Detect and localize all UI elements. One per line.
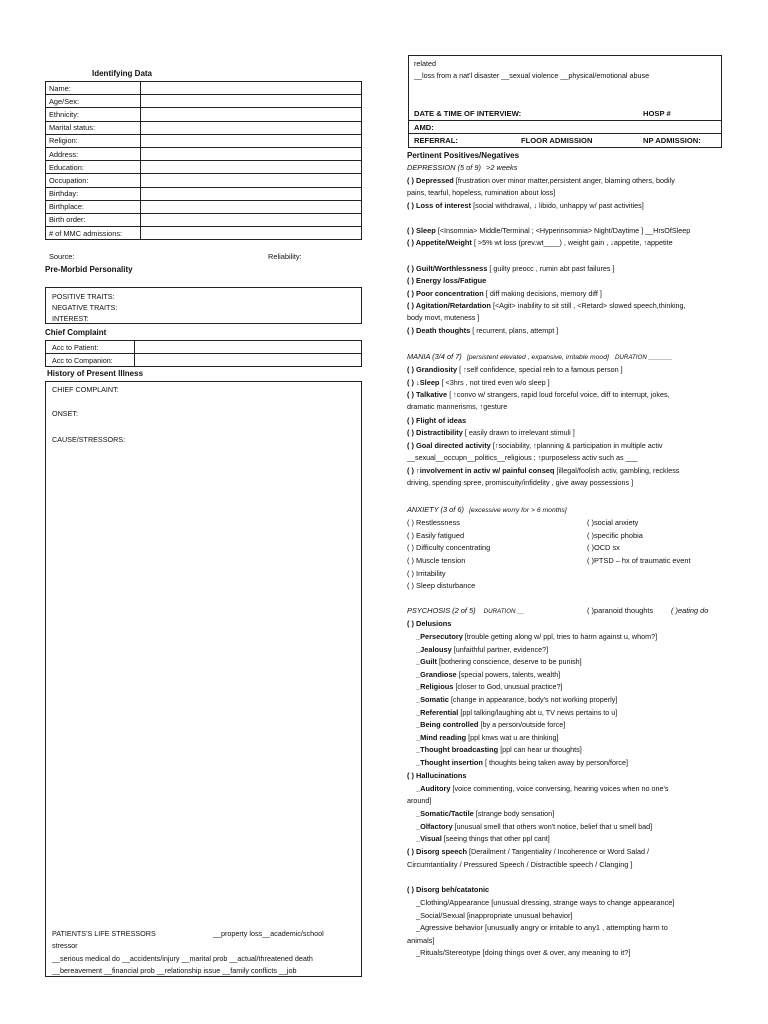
id-row xyxy=(46,227,362,240)
depression-item-key: ( ) Agitation/Retardation xyxy=(407,301,491,310)
hallucination-key: _Auditory xyxy=(416,784,451,793)
behavior-item: _Social/Sexual [inappropriate unusual behavior] xyxy=(416,911,573,920)
negative-traits-label: NEGATIVE TRAITS: xyxy=(52,303,118,312)
hpi-cause-label: CAUSE/STRESSORS: xyxy=(52,435,126,444)
anxiety-item: ( ) Easily fatigued xyxy=(407,531,465,540)
mania-item-desc: [↑sociability, ↑planning & participation in multiple activ xyxy=(492,441,663,450)
depression-item-desc: [ recurrent, plans, attempt ] xyxy=(472,326,559,335)
delusion-key: _Guilt xyxy=(416,657,437,666)
anxiety-comorbid-item: ( )OCD sx xyxy=(587,543,620,552)
mania-item-key: ( ) ↑involvement in activ w/ painful conseq xyxy=(407,466,555,475)
anxiety-comorbid-item: ( )social anxiety xyxy=(587,518,639,527)
delusion-key: _Thought insertion xyxy=(416,758,483,767)
behavior-item: _Clothing/Appearance [unusual dressing, strange ways to change appearance] xyxy=(416,898,675,907)
stressor-options-3: __bereavement __financial prob __relationship issue __family conflicts __job xyxy=(52,966,297,975)
reliability-label: Reliability: xyxy=(268,252,302,261)
depression-item xyxy=(407,238,673,247)
floor-admission-label: FLOOR ADMISSION xyxy=(521,136,593,145)
anxiety-comorbid-item: ( )specific phobia xyxy=(587,531,643,540)
id-field-value xyxy=(141,227,362,240)
mania-item-desc: [illegal/foolish activ, gambling, reckless xyxy=(556,466,680,475)
id-row xyxy=(46,174,362,187)
mania-item-key: ( ) Distractibility xyxy=(407,428,463,437)
delusion-item xyxy=(416,745,582,754)
id-field-label: Address: xyxy=(46,147,141,160)
chief-complaint-box xyxy=(45,340,362,367)
hallucinations-label: ( ) Hallucinations xyxy=(407,771,467,780)
mania-item-key: ( ) Flight of ideas xyxy=(407,416,467,425)
id-field-label: Name: xyxy=(46,82,141,95)
anxiety-item: ( ) Irritability xyxy=(407,569,446,578)
depression-item xyxy=(407,188,555,197)
mania-heading xyxy=(407,352,673,361)
mania-item xyxy=(407,390,670,399)
delusion-key: _Referential xyxy=(416,708,459,717)
interest-label: INTEREST: xyxy=(52,314,89,323)
id-row xyxy=(46,121,362,134)
id-field-value xyxy=(141,82,362,95)
disorg-beh-label: ( ) Disorg beh/catatonic xyxy=(407,885,490,894)
mania-item xyxy=(407,441,663,450)
depression-item-key: ( ) Loss of interest xyxy=(407,201,472,210)
delusion-key: _Being controlled xyxy=(416,720,479,729)
delusion-item xyxy=(416,758,628,767)
delusion-desc: [by a person/outside force] xyxy=(480,720,566,729)
delusion-desc: [ thoughts being taken away by person/force] xyxy=(484,758,629,767)
depression-item-key: ( ) Guilt/Worthlessness xyxy=(407,264,488,273)
premorbid-title: Pre-Morbid Personality xyxy=(45,265,133,274)
delusion-desc: [closer to God, unusual practice?] xyxy=(455,682,563,691)
disorg-speech-desc: [Derailment / Tangentiality / Incoherence or Word Salad / xyxy=(469,847,649,856)
depression-item-key: ( ) Energy loss/Fatigue xyxy=(407,276,487,285)
mania-item xyxy=(407,478,633,487)
id-field-value xyxy=(141,200,362,213)
identifying-data-title: Identifying Data xyxy=(92,69,153,78)
delusions-label: ( ) Delusions xyxy=(407,619,452,628)
hpi-box xyxy=(45,381,362,977)
depression-item-desc: pains, tearful, hopeless, rumination about loss] xyxy=(407,188,556,197)
id-field-label: Birthday: xyxy=(46,187,141,200)
mania-item xyxy=(407,466,679,475)
delusion-item xyxy=(416,720,565,729)
delusion-item xyxy=(416,695,617,704)
stressor-label-cont: stressor xyxy=(52,941,78,950)
psychosis-duration: DURATION __ xyxy=(483,608,525,615)
hallucination-desc: [seeing things that other ppl cant] xyxy=(443,834,550,843)
delusion-desc: [trouble getting along w/ ppl, tries to harm against u, whom?] xyxy=(464,632,658,641)
id-row xyxy=(46,82,362,95)
hallucination-item xyxy=(416,834,550,843)
id-field-label: # of MMC admissions: xyxy=(46,227,141,240)
anxiety-item: ( ) Difficulty concentrating xyxy=(407,543,491,552)
delusion-item xyxy=(416,632,657,641)
id-row xyxy=(46,161,362,174)
id-field-label: Marital status: xyxy=(46,121,141,134)
delusion-item xyxy=(416,708,617,717)
delusion-item xyxy=(416,682,563,691)
behavior-item: animals] xyxy=(407,936,435,945)
psychosis-title: PSYCHOSIS (2 of 5) xyxy=(407,606,476,615)
acc-to-companion-label: Acc to Companion: xyxy=(52,356,113,365)
hpi-onset-label: ONSET: xyxy=(52,409,78,418)
delusion-item xyxy=(416,670,560,679)
mania-item-desc: [ <3hrs , not tired even w/o sleep ] xyxy=(441,378,550,387)
mania-item-key: ( ) ↓Sleep xyxy=(407,378,440,387)
delusion-item xyxy=(416,733,558,742)
delusion-desc: [ppl knws wat u are thinking] xyxy=(468,733,559,742)
depression-item-desc: [social withdrawal, ↓ libido, unhappy w/ past activities] xyxy=(473,201,644,210)
id-row xyxy=(46,147,362,160)
depression-duration: >2 weeks xyxy=(486,163,518,172)
hallucination-item xyxy=(416,809,554,818)
mania-item xyxy=(407,416,466,425)
paranoid-thoughts: ( )paranoid thoughts xyxy=(587,606,654,615)
related-text: related xyxy=(414,59,436,68)
depression-item-key: ( ) Sleep xyxy=(407,226,436,235)
hallucination-desc: around] xyxy=(407,796,432,805)
mania-item-key: ( ) Goal directed activity xyxy=(407,441,491,450)
delusion-desc: [ppl talking/laughing abt u, TV news pertains to u] xyxy=(460,708,618,717)
hpi-title: History of Present Illness xyxy=(47,369,144,378)
depression-item xyxy=(407,313,479,322)
behavior-item: _Rituals/Stereotype [doing things over & over, any meaning to it?] xyxy=(416,948,631,957)
mania-item-desc: [ easily drawn to irrelevant stimuli ] xyxy=(464,428,575,437)
delusion-key: _Jealousy xyxy=(416,645,452,654)
depression-item xyxy=(407,264,614,273)
delusion-key: _Mind reading xyxy=(416,733,467,742)
mania-item xyxy=(407,378,550,387)
anxiety-item: ( ) Muscle tension xyxy=(407,556,466,565)
id-row xyxy=(46,95,362,108)
anxiety-subtitle: [excessive worry for > 6 months] xyxy=(469,507,567,514)
hallucination-desc: [strange body sensation] xyxy=(475,809,555,818)
anxiety-item: ( ) Restlessness xyxy=(407,518,460,527)
depression-item-key: ( ) Death thoughts xyxy=(407,326,471,335)
delusion-key: _Somatic xyxy=(416,695,449,704)
delusion-item xyxy=(416,657,582,666)
depression-item xyxy=(407,226,690,235)
np-admission-label: NP ADMISSION: xyxy=(643,136,701,145)
id-field-value xyxy=(141,161,362,174)
id-field-value xyxy=(141,174,362,187)
depression-item xyxy=(407,289,602,298)
mania-item-desc: [ ↑convo w/ strangers, rapid loud forceful voice, diff to interrupt, jokes, xyxy=(449,390,670,399)
depression-item-key: ( ) Appetite/Weight xyxy=(407,238,472,247)
delusion-desc: [special powers, talents, wealth] xyxy=(458,670,561,679)
premorbid-box xyxy=(45,287,362,324)
id-field-value xyxy=(141,95,362,108)
id-field-label: Age/Sex: xyxy=(46,95,141,108)
depression-item xyxy=(407,301,686,310)
mania-title: MANIA (3/4 of 7) xyxy=(407,352,462,361)
depression-item-key: ( ) Depressed xyxy=(407,176,454,185)
hallucination-key: _Somatic/Tactile xyxy=(416,809,474,818)
id-field-value xyxy=(141,213,362,226)
depression-item-desc: [<Agit> inability to sit still , <Retard> slowed speech,thinking, xyxy=(492,301,686,310)
depression-item-desc: body movt, muteness ] xyxy=(407,313,480,322)
mania-item-key: ( ) Talkative xyxy=(407,390,448,399)
delusion-key: _Persecutory xyxy=(416,632,463,641)
id-field-label: Education: xyxy=(46,161,141,174)
hallucination-key: _Olfactory xyxy=(416,822,453,831)
delusion-desc: [ppl can hear ur thoughts] xyxy=(500,745,582,754)
disorg-speech-line xyxy=(407,847,649,856)
stressor-options-1: __property loss__academic/school xyxy=(213,929,324,938)
pertinent-title: Pertinent Positives/Negatives xyxy=(407,151,520,160)
anxiety-comorbid-item: ( )PTSD – hx of traumatic event xyxy=(587,556,691,565)
delusion-desc: [bothering conscience, deserve to be punish] xyxy=(439,657,582,666)
depression-heading xyxy=(407,163,517,172)
hosp-label: HOSP # xyxy=(643,109,671,118)
anxiety-title: ANXIETY (3 of 6) xyxy=(407,505,464,514)
id-row xyxy=(46,187,362,200)
hallucination-item xyxy=(416,784,668,793)
hallucination-item xyxy=(416,822,652,831)
hpi-chief-complaint-label: CHIEF COMPLAINT: xyxy=(52,385,119,394)
psychosis-heading xyxy=(407,606,717,615)
id-row xyxy=(46,200,362,213)
depression-item xyxy=(407,201,644,210)
delusion-key: _Grandiose xyxy=(416,670,457,679)
stressor-options-2: __serious medical do __accidents/injury __marital prob __actual/threatened death xyxy=(52,954,313,963)
id-field-value xyxy=(141,187,362,200)
id-field-label: Religion: xyxy=(46,134,141,147)
id-field-label: Birthplace: xyxy=(46,200,141,213)
mania-item xyxy=(407,428,575,437)
delusion-key: _Thought broadcasting xyxy=(416,745,499,754)
depression-item-desc: [ >5% wt loss (prev.wt____) , weight gain , ↓appetite, ↑appetite xyxy=(473,238,673,247)
id-field-label: Occupation: xyxy=(46,174,141,187)
interview-box xyxy=(408,55,722,148)
id-field-value xyxy=(141,147,362,160)
mania-item-desc: driving, spending spree, promiscuity/infidelity , give away possessions ] xyxy=(407,478,634,487)
mania-subtitle: [persistent elevated , expansive, irritable mood] xyxy=(466,354,609,361)
id-field-label: Ethnicity: xyxy=(46,108,141,121)
depression-item-key: ( ) Poor concentration xyxy=(407,289,484,298)
mania-item-desc: dramatic mannerisms, ↑gesture xyxy=(407,402,508,411)
amd-label: AMD: xyxy=(414,123,434,132)
eating-disorder: ( )eating do xyxy=(671,606,709,615)
acc-to-patient-label: Acc to Patient: xyxy=(52,343,99,352)
depression-item xyxy=(407,176,675,185)
delusion-key: _Religious xyxy=(416,682,454,691)
depression-item-desc: [ guilty preocc , rumin abt past failures ] xyxy=(489,264,615,273)
mania-item-desc: __sexual__occupn__politics__religious ; ↑purposeless activ such as ___ xyxy=(407,453,638,462)
anxiety-heading xyxy=(407,505,567,514)
delusion-desc: [unfaithful partner, evidence?] xyxy=(453,645,549,654)
id-row xyxy=(46,134,362,147)
delusion-desc: [change in appearance, body's not working properly] xyxy=(450,695,618,704)
referral-label: REFERRAL: xyxy=(414,136,458,145)
mania-item-desc: [ ↑self confidence, special reln to a famous person ] xyxy=(459,365,623,374)
life-stressors-label: PATIENTS'S LIFE STRESSORS xyxy=(52,929,156,938)
hallucination-item xyxy=(407,796,431,805)
id-field-value xyxy=(141,134,362,147)
hallucination-desc: [voice commenting, voice conversing, hearing voices when no one's xyxy=(452,784,669,793)
id-row xyxy=(46,108,362,121)
identifying-data-table xyxy=(45,81,362,240)
mania-item xyxy=(407,402,507,411)
id-row xyxy=(46,213,362,226)
mania-item xyxy=(407,453,638,462)
hallucination-desc: [unusual smell that others won't notice, belief that u smell bad] xyxy=(454,822,653,831)
id-field-value xyxy=(141,121,362,134)
chief-complaint-title: Chief Complaint xyxy=(45,328,107,337)
source-label: Source: xyxy=(49,252,75,261)
depression-item-desc: [ diff making decisions, memory diff ] xyxy=(485,289,602,298)
id-field-value xyxy=(141,108,362,121)
depression-item-desc: [<Insomnia> Middle/Terminal ; <Hyperinsomnia> Night/Daytime ] __HrsOfSleep xyxy=(437,226,691,235)
behavior-item: _Agressive behavior [unusually angry or irritable to any1 , attempting harm to xyxy=(416,923,668,932)
disorg-speech-key: ( ) Disorg speech xyxy=(407,847,467,856)
hallucination-key: _Visual xyxy=(416,834,442,843)
delusion-item xyxy=(416,645,548,654)
abuse-options: __loss from a nat'l disaster __sexual violence __physical/emotional abuse xyxy=(414,71,650,80)
anxiety-item: ( ) Sleep disturbance xyxy=(407,581,476,590)
mania-item-key: ( ) Grandiosity xyxy=(407,365,458,374)
date-time-label: DATE & TIME OF INTERVIEW: xyxy=(414,109,522,118)
depression-item xyxy=(407,276,486,285)
disorg-speech-desc-2: Circumtantiality / Pressured Speech / Distractible speech / Clanging ] xyxy=(407,860,633,869)
mania-item xyxy=(407,365,623,374)
positive-traits-label: POSITIVE TRAITS: xyxy=(52,292,115,301)
depression-item xyxy=(407,326,558,335)
mania-duration: DURATION _______ xyxy=(614,354,673,361)
depression-title: DEPRESSION (5 of 9) xyxy=(407,163,481,172)
id-field-label: Birth order: xyxy=(46,213,141,226)
depression-item-desc: [frustration over minor matter,persistent anger, blaming others, bodily xyxy=(455,176,675,185)
